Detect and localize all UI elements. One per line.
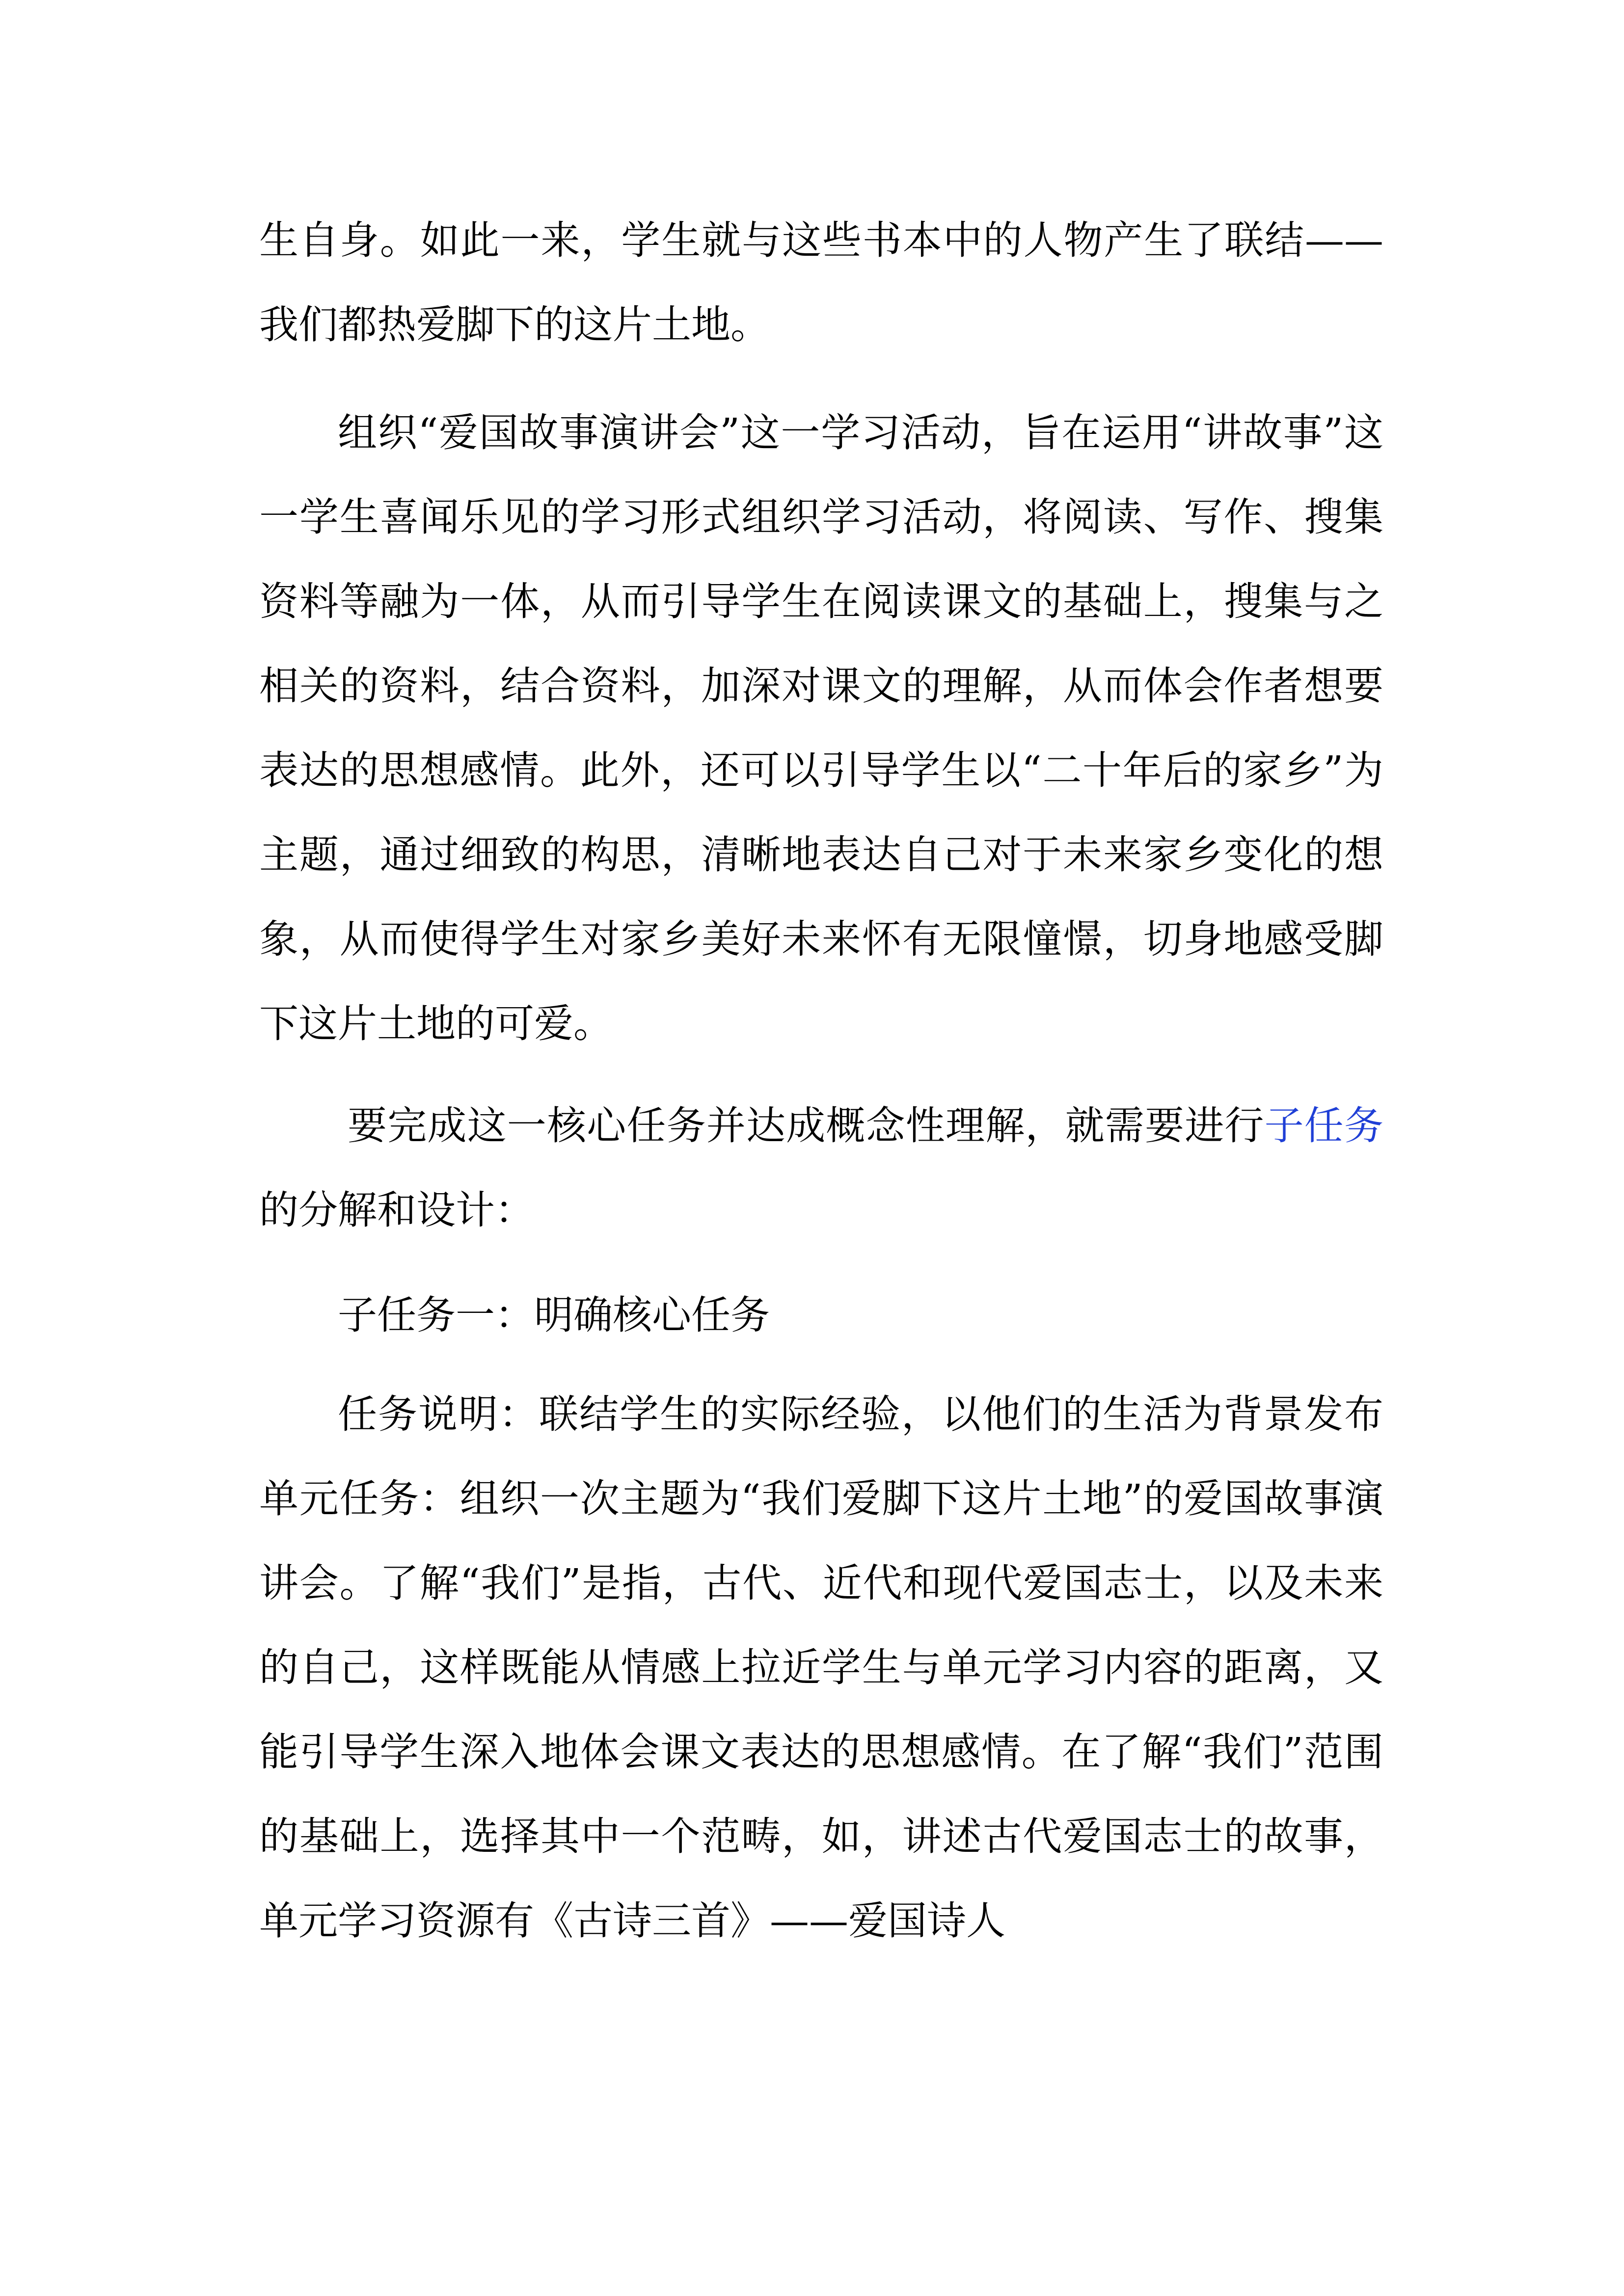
subtask-one-heading: 子任务一：明确核心任务 bbox=[338, 1292, 770, 1338]
paragraph-5: 任务说明：联结学生的实际经验，以他们的生活为背景发布单元任务：组织一次主题为“我们爱脚下这片土地”的爱国故事演讲会。了解“我们”是指，古代、近代和现代爱国志士，以及未来的自己，这样既能从情感上拉近学生与单元学习内容的距离，又能引导学生深入地体会课文表达的思想感情。在了解“我们”范围的基础上，选择其中一个范畴，如，讲述古代爱国志士的故事，单元学习资源有《古诗三首》——爱国诗人 bbox=[259, 1391, 1383, 1944]
paragraph-3-before: 要完成这一核心任务并达成概念性理解，就需要进行 bbox=[348, 1103, 1265, 1148]
subtask-heading-block bbox=[259, 1273, 1383, 1358]
paragraph-1: 生自身。如此一来，学生就与这些书本中的人物产生了联结——我们都热爱脚下的这片土地。 bbox=[259, 217, 1383, 347]
paragraph-subtask-intro bbox=[259, 1084, 1383, 1253]
paragraph-3 bbox=[259, 1084, 1383, 1253]
paragraph-activity bbox=[259, 391, 1383, 1066]
subtask-link[interactable]: 子任务 bbox=[1264, 1103, 1384, 1148]
paragraph-2: 组织“爱国故事演讲会”这一学习活动，旨在运用“讲故事”这一学生喜闻乐见的学习形式组织学习活动，将阅读、写作、搜集资料等融为一体，从而引导学生在阅读课文的基础上，搜集与之相关的资料，结合资料，加深对课文的理解，从而体会作者想要表达的思想感情。此外，还可以引导学生以“二十年后的家乡”为主题，通过细致的构思，清晰地表达自己对于未来家乡变化的想象，从而使得学生对家乡美好未来怀有无限憧憬，切身地感受脚下这片土地的可爱。 bbox=[259, 410, 1383, 1046]
paragraph-continuation bbox=[259, 198, 1383, 367]
paragraph-3-after: 的分解和设计： bbox=[259, 1187, 534, 1233]
paragraph-task-description bbox=[259, 1372, 1383, 1963]
